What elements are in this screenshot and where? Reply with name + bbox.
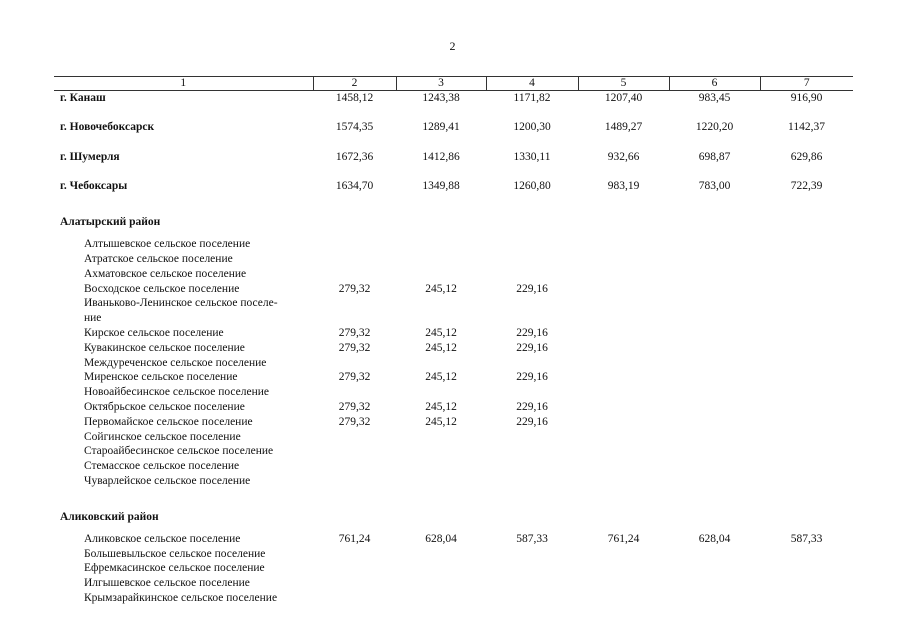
settlement-row [54, 459, 853, 474]
value-cell [669, 356, 760, 371]
value-cell [486, 459, 578, 474]
settlement-row [54, 385, 853, 400]
value-cell [578, 208, 669, 237]
settlement-name-line: Иваньково-Ленинское сельское поселе- [84, 297, 278, 310]
settlement-name [54, 326, 313, 341]
value-cell: 229,16 [516, 371, 548, 384]
value-cell: 1489,27 [604, 121, 643, 134]
value-cell [486, 547, 578, 562]
value-cell [313, 503, 396, 532]
value-cell [669, 208, 760, 237]
value-cell: 761,24 [607, 532, 640, 545]
settlement-row [54, 341, 853, 356]
value-cell: 1207,40 [604, 92, 643, 104]
empty-cell [578, 489, 669, 503]
value-cell: 229,16 [516, 341, 548, 354]
settlement-name [54, 237, 313, 252]
value-cell [760, 459, 853, 474]
value-cell: 628,04 [698, 532, 731, 545]
value-cell: 245,12 [425, 326, 457, 339]
value-cell: 1349,88 [422, 179, 460, 192]
value-cell: 932,66 [607, 150, 640, 163]
value-cell [669, 296, 760, 326]
value-cell [669, 415, 760, 430]
settlement-name-line: Аликовское сельское поселение [84, 532, 241, 545]
settlement-name [54, 341, 313, 356]
settlement-name-line: Сойгинское сельское поселение [84, 430, 241, 443]
value-cell: 245,12 [425, 371, 457, 384]
value-cell [669, 576, 760, 591]
value-cell: 1412,86 [422, 150, 460, 163]
column-header: 5 [578, 77, 669, 91]
settlement-row [54, 474, 853, 489]
value-cell [486, 430, 578, 445]
settlement-row [54, 532, 853, 547]
value-cell [760, 561, 853, 576]
value-cell [760, 252, 853, 267]
settlement-name [54, 547, 313, 562]
empty-cell [486, 489, 578, 503]
settlement-row [54, 296, 853, 326]
value-cell: 279,32 [338, 371, 371, 384]
value-cell [486, 591, 578, 606]
value-cell [396, 356, 486, 371]
value-cell [578, 296, 669, 326]
value-cell [578, 591, 669, 606]
value-cell [578, 547, 669, 562]
value-cell [760, 591, 853, 606]
value-cell: 698,87 [698, 150, 731, 163]
value-cell [396, 208, 486, 237]
value-cell [486, 385, 578, 400]
value-cell [760, 267, 853, 282]
value-cell [486, 252, 578, 267]
settlement-name-line: Ефремкасинское сельское поселение [84, 562, 265, 575]
settlement-name-line: Кирское сельское поселение [84, 326, 224, 339]
value-cell: 628,04 [425, 532, 457, 545]
value-cell [760, 474, 853, 489]
value-cell: 1220,20 [695, 121, 734, 134]
column-header: 7 [760, 77, 853, 91]
value-cell: 279,32 [338, 341, 371, 354]
value-cell [486, 296, 578, 326]
city-row [54, 179, 853, 208]
value-cell: 1330,11 [513, 150, 551, 163]
value-cell: 587,33 [516, 532, 548, 545]
value-cell [396, 237, 486, 252]
value-cell: 229,16 [516, 415, 548, 428]
value-cell [486, 444, 578, 459]
value-cell [578, 267, 669, 282]
city-name: г. Чебоксары [60, 179, 128, 192]
value-cell [578, 385, 669, 400]
value-cell: 629,86 [790, 150, 823, 163]
value-cell [396, 267, 486, 282]
settlement-name [54, 561, 313, 576]
value-cell [578, 415, 669, 430]
value-cell: 1458,12 [335, 92, 374, 104]
value-cell [396, 561, 486, 576]
city-row [54, 91, 853, 121]
settlement-name [54, 474, 313, 489]
empty-cell [396, 489, 486, 503]
value-cell [760, 547, 853, 562]
column-header: 2 [313, 77, 396, 91]
settlement-name [54, 591, 313, 606]
settlement-row [54, 370, 853, 385]
value-cell [486, 237, 578, 252]
value-cell [313, 561, 396, 576]
value-cell [760, 296, 853, 326]
value-cell: 1634,70 [335, 179, 374, 192]
settlement-name-line: Алтышевское сельское поселение [84, 238, 251, 251]
value-cell: 229,16 [516, 326, 548, 339]
value-cell: 1243,38 [422, 92, 460, 104]
value-cell [313, 208, 396, 237]
value-cell [578, 400, 669, 415]
value-cell: 229,16 [516, 400, 548, 413]
column-header: 3 [396, 77, 486, 91]
value-cell [313, 547, 396, 562]
value-cell [396, 503, 486, 532]
settlement-row [54, 237, 853, 252]
settlement-name-line: Большевыльское сельское поселение [84, 547, 266, 560]
value-cell [313, 237, 396, 252]
value-cell [760, 415, 853, 430]
settlement-name [54, 370, 313, 385]
value-cell [760, 430, 853, 445]
region-row [54, 503, 853, 532]
value-cell [486, 208, 578, 237]
value-cell [578, 459, 669, 474]
value-cell [486, 561, 578, 576]
value-cell [486, 356, 578, 371]
value-cell [578, 370, 669, 385]
value-cell [396, 444, 486, 459]
page-number: 2 [449, 39, 456, 53]
value-cell [669, 282, 760, 297]
settlement-name [54, 400, 313, 415]
value-cell [313, 474, 396, 489]
settlement-name-line: Междуреченское сельское поселение [84, 356, 267, 369]
value-cell [313, 267, 396, 282]
city-name: г. Канаш [60, 92, 106, 104]
city-name: г. Шумерля [60, 150, 120, 163]
value-cell [760, 503, 853, 532]
city-row [54, 150, 853, 179]
value-cell [669, 385, 760, 400]
value-cell [669, 591, 760, 606]
settlement-row [54, 576, 853, 591]
empty-cell [669, 489, 760, 503]
value-cell [578, 576, 669, 591]
value-cell [760, 237, 853, 252]
tariff-table [54, 76, 853, 606]
value-cell: 229,16 [516, 282, 548, 295]
value-cell [669, 547, 760, 562]
table-header [54, 77, 853, 91]
settlement-row [54, 356, 853, 371]
value-cell [760, 356, 853, 371]
value-cell [669, 237, 760, 252]
value-cell [578, 474, 669, 489]
value-cell [578, 561, 669, 576]
value-cell [396, 296, 486, 326]
settlement-name-line: Кувакинское сельское поселение [84, 341, 245, 354]
settlement-name [54, 385, 313, 400]
value-cell [760, 385, 853, 400]
value-cell [669, 503, 760, 532]
value-cell: 1574,35 [335, 121, 374, 134]
value-cell [396, 459, 486, 474]
value-cell: 761,24 [338, 532, 371, 545]
value-cell [578, 356, 669, 371]
value-cell: 783,00 [698, 179, 731, 192]
value-cell [669, 341, 760, 356]
value-cell: 245,12 [425, 282, 457, 295]
settlement-row [54, 415, 853, 430]
value-cell: 1260,80 [513, 179, 551, 192]
settlement-row [54, 252, 853, 267]
settlement-name-line: Крымзарайкинское сельское поселение [84, 591, 278, 604]
settlement-row [54, 591, 853, 606]
settlement-name-line: Стемасское сельское поселение [84, 460, 240, 473]
value-cell: 983,19 [607, 179, 640, 192]
value-cell [313, 252, 396, 267]
city-name: г. Новочебоксарск [60, 121, 155, 134]
value-cell [578, 237, 669, 252]
value-cell: 245,12 [425, 341, 457, 354]
value-cell: 1171,82 [513, 92, 551, 104]
value-cell: 1672,36 [335, 150, 374, 163]
value-cell [396, 430, 486, 445]
settlement-name-line: ние [84, 312, 102, 325]
value-cell [313, 576, 396, 591]
settlement-row [54, 400, 853, 415]
value-cell [396, 474, 486, 489]
empty-cell [313, 489, 396, 503]
value-cell: 1200,30 [513, 121, 551, 134]
value-cell [578, 503, 669, 532]
settlement-row [54, 444, 853, 459]
value-cell: 245,12 [425, 400, 457, 413]
value-cell [669, 370, 760, 385]
value-cell [486, 576, 578, 591]
settlement-name [54, 576, 313, 591]
settlement-row [54, 547, 853, 562]
value-cell [486, 267, 578, 282]
tariff-table-container [54, 76, 853, 606]
settlement-row [54, 267, 853, 282]
value-cell [669, 444, 760, 459]
settlement-name [54, 430, 313, 445]
value-cell [669, 561, 760, 576]
settlement-name [54, 415, 313, 430]
settlement-name-line: Новоайбесинское сельское поселение [84, 386, 269, 399]
spacer-row [54, 489, 853, 503]
value-cell [760, 208, 853, 237]
value-cell [578, 326, 669, 341]
settlement-name [54, 459, 313, 474]
value-cell [396, 547, 486, 562]
settlement-name-line: Ахматовское сельское поселение [84, 267, 247, 280]
column-number-row [54, 77, 853, 91]
settlement-row [54, 561, 853, 576]
value-cell [313, 385, 396, 400]
settlement-name [54, 356, 313, 371]
column-header: 4 [486, 77, 578, 91]
table-body [54, 91, 853, 606]
value-cell [313, 444, 396, 459]
settlement-name [54, 296, 313, 326]
value-cell [760, 341, 853, 356]
value-cell [760, 444, 853, 459]
value-cell [578, 252, 669, 267]
empty-cell [54, 489, 313, 503]
value-cell [313, 459, 396, 474]
settlement-name [54, 252, 313, 267]
settlement-name-line: Восходское сельское поселение [84, 282, 240, 295]
value-cell: 279,32 [338, 415, 371, 428]
region-name: Алатырский район [60, 216, 161, 229]
value-cell: 279,32 [338, 326, 371, 339]
settlement-name [54, 532, 313, 547]
settlement-name-line: Илгышевское сельское поселение [84, 577, 250, 590]
value-cell [760, 326, 853, 341]
settlement-name-line: Староайбесинское сельское поселение [84, 445, 274, 458]
value-cell [669, 400, 760, 415]
settlement-name-line: Октябрьское сельское поселение [84, 400, 245, 413]
value-cell: 279,32 [338, 282, 371, 295]
value-cell [669, 267, 760, 282]
settlement-name [54, 282, 313, 297]
value-cell: 916,90 [790, 92, 823, 104]
settlement-name [54, 267, 313, 282]
column-header: 6 [669, 77, 760, 91]
settlement-name [54, 444, 313, 459]
value-cell: 245,12 [425, 415, 457, 428]
value-cell [669, 474, 760, 489]
region-row [54, 208, 853, 237]
value-cell [578, 444, 669, 459]
value-cell [313, 296, 396, 326]
settlement-row [54, 326, 853, 341]
value-cell [760, 576, 853, 591]
value-cell: 587,33 [790, 532, 823, 545]
value-cell: 1142,37 [788, 121, 825, 134]
value-cell [760, 370, 853, 385]
settlement-name-line: Миренское сельское поселение [84, 371, 238, 384]
value-cell [313, 591, 396, 606]
column-header: 1 [54, 77, 313, 91]
value-cell [486, 474, 578, 489]
value-cell: 279,32 [338, 400, 371, 413]
value-cell [313, 356, 396, 371]
value-cell: 1289,41 [422, 121, 460, 134]
value-cell [669, 430, 760, 445]
value-cell [669, 252, 760, 267]
value-cell [760, 282, 853, 297]
settlement-name-line: Атратское сельское поселение [84, 252, 233, 265]
value-cell [313, 430, 396, 445]
value-cell [669, 326, 760, 341]
settlement-row [54, 430, 853, 445]
region-name: Аликовский район [60, 510, 159, 523]
empty-cell [760, 489, 853, 503]
value-cell [669, 459, 760, 474]
value-cell [486, 503, 578, 532]
value-cell [760, 400, 853, 415]
value-cell: 722,39 [790, 179, 823, 192]
value-cell [396, 576, 486, 591]
city-row [54, 120, 853, 149]
settlement-name-line: Первомайское сельское поселение [84, 415, 253, 428]
value-cell [578, 341, 669, 356]
value-cell [396, 591, 486, 606]
value-cell: 983,45 [698, 92, 731, 104]
settlement-row [54, 282, 853, 297]
value-cell [578, 282, 669, 297]
value-cell [396, 385, 486, 400]
value-cell [578, 430, 669, 445]
value-cell [396, 252, 486, 267]
settlement-name-line: Чуварлейское сельское поселение [84, 474, 251, 487]
